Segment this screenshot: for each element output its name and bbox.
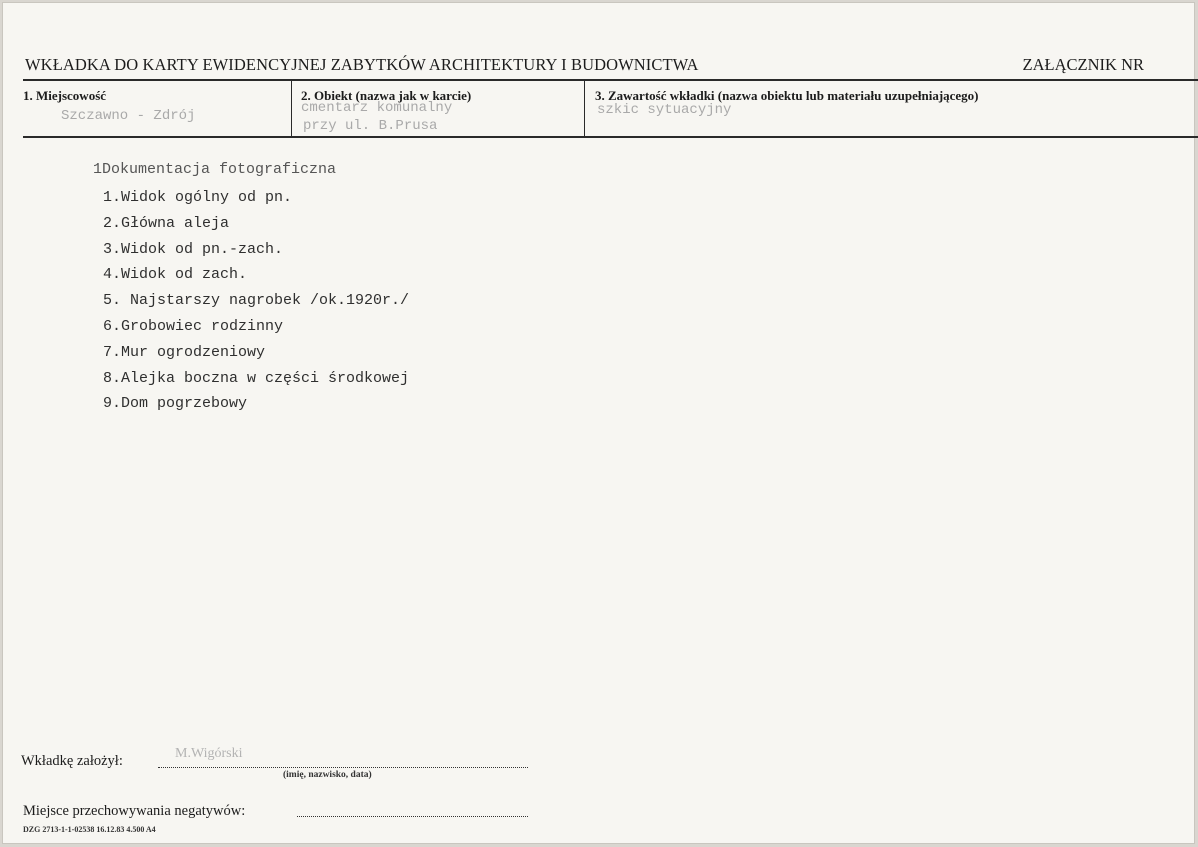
list-item: 1.Widok ogólny od pn. [103,189,293,206]
negatives-line [297,816,528,817]
content-label: 3. Zawartość wkładki (nazwa obiektu lub materiału uzupełniającego) [595,88,979,103]
list-item: 8.Alejka boczna w części środkowej [103,369,410,387]
field-divider-1 [291,81,292,136]
list-item: 3.Widok od pn.-zach. [103,240,284,258]
founder-label: Wkładkę założył: [21,753,123,769]
documentation-list [103,185,409,417]
object-label: 2. Obiekt (nazwa jak w karcie) [301,88,472,103]
negatives-label: Miejsce przechowywania negatywów: [23,803,246,819]
printer-mark: DZG 2713-1-1-02538 16.12.83 4.500 A4 [23,825,156,834]
list-item: 9.Dom pogrzebowy [103,395,248,413]
list-item: 7.Mur ogrodzeniowy [103,343,266,361]
documentation-heading: 1Dokumentacja fotograficzna [93,161,337,178]
annex-number-label: ZAŁĄCZNIK NR [1022,55,1144,74]
list-item: 2.Główna aleja [103,214,230,232]
founder-caption: (imię, nazwisko, data) [283,770,372,780]
field-divider-2 [584,81,585,136]
founder-value: M.Wigórski [175,746,243,761]
header-rule-bottom [23,136,1198,138]
inventory-card [2,2,1195,844]
object-value-line2: przy ul. B.Prusa [303,118,438,134]
content-value: szkic sytuacyjny [597,102,732,118]
list-item: 5. Najstarszy nagrobek /ok.1920r./ [103,292,410,310]
founder-line [158,767,528,768]
header-rule-top [23,79,1198,81]
locality-value: Szczawno - Zdrój [61,108,196,124]
form-title: WKŁADKA DO KARTY EWIDENCYJNEJ ZABYTKÓW ARCHITEKTURY I BUDOWNICTWA [25,55,699,74]
list-item: 6.Grobowiec rodzinny [103,317,284,335]
list-item: 4.Widok od zach. [103,266,248,284]
object-value-line1: cmentarz komunalny [301,100,453,116]
locality-label: 1. Miejscowość [23,88,107,103]
